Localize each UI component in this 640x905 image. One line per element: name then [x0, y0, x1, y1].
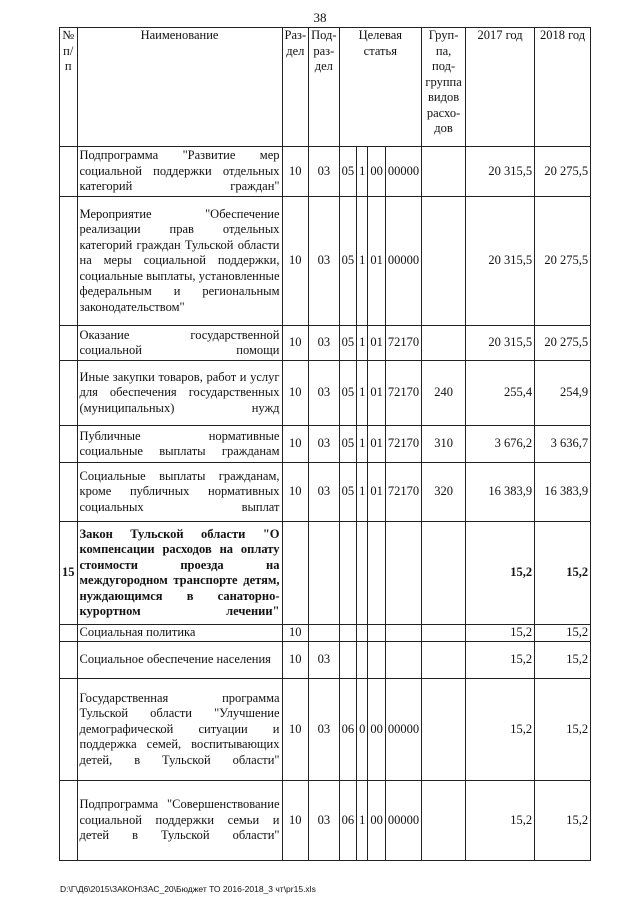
header-subsection: Под- раз- дел: [309, 28, 339, 147]
row-num: [60, 642, 78, 679]
row-subsection: 03: [309, 463, 339, 522]
row-target-1: 05: [339, 426, 357, 463]
row-year-2018: 15,2: [535, 522, 591, 625]
row-target-3: 01: [368, 463, 386, 522]
table-row: [60, 361, 591, 426]
row-target-4: [385, 642, 421, 679]
row-target-3: [368, 625, 386, 642]
row-year-2017: 20 315,5: [466, 326, 535, 361]
row-subsection: [309, 625, 339, 642]
row-target-3: [368, 642, 386, 679]
table-row: [60, 197, 591, 326]
row-name: Подпрограмма "Развитие мер социальной поддержки отдельных категорий граждан": [77, 147, 282, 197]
row-section: 10: [282, 361, 309, 426]
row-section: [282, 522, 309, 625]
row-num: [60, 625, 78, 642]
row-subsection: 03: [309, 361, 339, 426]
table-row: [60, 625, 591, 642]
row-year-2017: 15,2: [466, 642, 535, 679]
row-group: [422, 522, 466, 625]
table-row: [60, 147, 591, 197]
row-subsection: 03: [309, 326, 339, 361]
table-row: [60, 426, 591, 463]
table-row: [60, 679, 591, 781]
row-year-2017: 15,2: [466, 781, 535, 861]
row-target-2: 1: [357, 147, 368, 197]
table-row: [60, 642, 591, 679]
row-target-2: 1: [357, 361, 368, 426]
header-year-2017: 2017 год: [466, 28, 535, 147]
row-name: Социальное обеспечение населения: [77, 642, 282, 679]
row-num: [60, 361, 78, 426]
row-num: [60, 463, 78, 522]
row-group: [422, 197, 466, 326]
row-target-4: 00000: [385, 781, 421, 861]
row-target-2: [357, 522, 368, 625]
row-year-2017: 20 315,5: [466, 147, 535, 197]
row-subsection: [309, 522, 339, 625]
table-row: [60, 463, 591, 522]
row-target-2: 1: [357, 426, 368, 463]
row-year-2018: 254,9: [535, 361, 591, 426]
row-section: 10: [282, 426, 309, 463]
row-year-2018: 20 275,5: [535, 147, 591, 197]
row-year-2018: 3 636,7: [535, 426, 591, 463]
row-target-3: [368, 522, 386, 625]
row-year-2018: 20 275,5: [535, 326, 591, 361]
row-year-2018: 15,2: [535, 781, 591, 861]
row-group: [422, 679, 466, 781]
table-row: [60, 326, 591, 361]
row-subsection: 03: [309, 426, 339, 463]
header-target: Целевая статья: [339, 28, 422, 147]
row-group: [422, 326, 466, 361]
row-target-3: 01: [368, 326, 386, 361]
row-group: [422, 781, 466, 861]
row-group: [422, 147, 466, 197]
row-num: [60, 197, 78, 326]
row-group: 320: [422, 463, 466, 522]
row-target-4: 00000: [385, 147, 421, 197]
row-year-2017: 16 383,9: [466, 463, 535, 522]
row-name: Социальная политика: [77, 625, 282, 642]
row-target-3: 01: [368, 361, 386, 426]
row-target-2: 1: [357, 326, 368, 361]
row-year-2018: 16 383,9: [535, 463, 591, 522]
row-group: 310: [422, 426, 466, 463]
row-name: Оказание государственной социальной помощи: [77, 326, 282, 361]
row-year-2017: 3 676,2: [466, 426, 535, 463]
row-target-3: 01: [368, 197, 386, 326]
row-year-2018: 15,2: [535, 642, 591, 679]
row-target-1: 06: [339, 679, 357, 781]
row-target-4: 72170: [385, 326, 421, 361]
row-section: 10: [282, 625, 309, 642]
row-target-1: [339, 522, 357, 625]
header-row: [60, 28, 591, 147]
row-target-4: 00000: [385, 679, 421, 781]
row-section: 10: [282, 326, 309, 361]
header-group: Груп- па, под- группа видов расхо- дов: [422, 28, 466, 147]
row-num: [60, 326, 78, 361]
row-section: 10: [282, 197, 309, 326]
row-year-2017: 15,2: [466, 522, 535, 625]
row-year-2018: 15,2: [535, 679, 591, 781]
budget-table: [59, 27, 591, 861]
row-target-1: 05: [339, 361, 357, 426]
row-section: 10: [282, 463, 309, 522]
row-num: [60, 426, 78, 463]
row-group: [422, 625, 466, 642]
row-year-2017: 20 315,5: [466, 197, 535, 326]
row-target-3: 00: [368, 679, 386, 781]
row-target-2: 1: [357, 197, 368, 326]
row-num: [60, 781, 78, 861]
row-target-1: 05: [339, 197, 357, 326]
row-target-4: 72170: [385, 361, 421, 426]
row-name: Иные закупки товаров, работ и услуг для обеспечения государственных (муниципальных) нужд: [77, 361, 282, 426]
row-year-2018: 20 275,5: [535, 197, 591, 326]
row-section: 10: [282, 642, 309, 679]
row-target-4: 72170: [385, 463, 421, 522]
row-name: Публичные нормативные социальные выплаты гражданам: [77, 426, 282, 463]
row-target-1: [339, 625, 357, 642]
row-num: [60, 679, 78, 781]
row-target-4: 72170: [385, 426, 421, 463]
row-target-2: 1: [357, 463, 368, 522]
row-subsection: 03: [309, 679, 339, 781]
row-year-2018: 15,2: [535, 625, 591, 642]
row-target-1: 05: [339, 463, 357, 522]
row-name: Закон Тульской области "О компенсации расходов на оплату стоимости проезда на междугородном транспорте детям, нуждающимся в санаторно-курортном лечении": [77, 522, 282, 625]
row-section: 10: [282, 147, 309, 197]
header-section: Раз- дел: [282, 28, 309, 147]
file-path-footer: D:\Г\Д6\2015\ЗАКОН\ЗАС_20\Бюджет ТО 2016-2018_3 чт\pr15.xls: [60, 884, 316, 894]
row-subsection: 03: [309, 197, 339, 326]
header-num: № п/ п: [60, 28, 78, 147]
row-section: 10: [282, 679, 309, 781]
row-target-3: 00: [368, 147, 386, 197]
row-target-2: [357, 625, 368, 642]
table-row: [60, 781, 591, 861]
row-year-2017: 255,4: [466, 361, 535, 426]
row-target-2: 0: [357, 679, 368, 781]
header-year-2018: 2018 год: [535, 28, 591, 147]
row-target-4: 00000: [385, 197, 421, 326]
row-name: Подпрограмма "Совершенствование социальной поддержки семьи и детей в Тульской области": [77, 781, 282, 861]
page-number: 38: [313, 10, 327, 25]
row-name: Государственная программа Тульской области "Улучшение демографической ситуации и поддержка семей, воспитывающих детей, в Тульской области": [77, 679, 282, 781]
row-num: 15: [60, 522, 78, 625]
table-row: [60, 522, 591, 625]
row-name: Мероприятие "Обеспечение реализации прав отдельных категорий граждан Тульской области на меры социальной поддержки, социальные выплаты, установленные федеральным и региональным законодательством": [77, 197, 282, 326]
row-target-3: 00: [368, 781, 386, 861]
row-group: [422, 642, 466, 679]
row-group: 240: [422, 361, 466, 426]
row-subsection: 03: [309, 147, 339, 197]
row-num: [60, 147, 78, 197]
row-section: 10: [282, 781, 309, 861]
row-year-2017: 15,2: [466, 679, 535, 781]
row-subsection: 03: [309, 642, 339, 679]
header-name: Наименование: [77, 28, 282, 147]
row-year-2017: 15,2: [466, 625, 535, 642]
row-target-1: [339, 642, 357, 679]
row-target-1: 06: [339, 781, 357, 861]
row-target-1: 05: [339, 326, 357, 361]
row-subsection: 03: [309, 781, 339, 861]
row-target-1: 05: [339, 147, 357, 197]
row-target-4: [385, 522, 421, 625]
row-target-2: [357, 642, 368, 679]
row-target-3: 01: [368, 426, 386, 463]
row-target-2: 1: [357, 781, 368, 861]
row-name: Социальные выплаты гражданам, кроме публичных нормативных социальных выплат: [77, 463, 282, 522]
row-target-4: [385, 625, 421, 642]
